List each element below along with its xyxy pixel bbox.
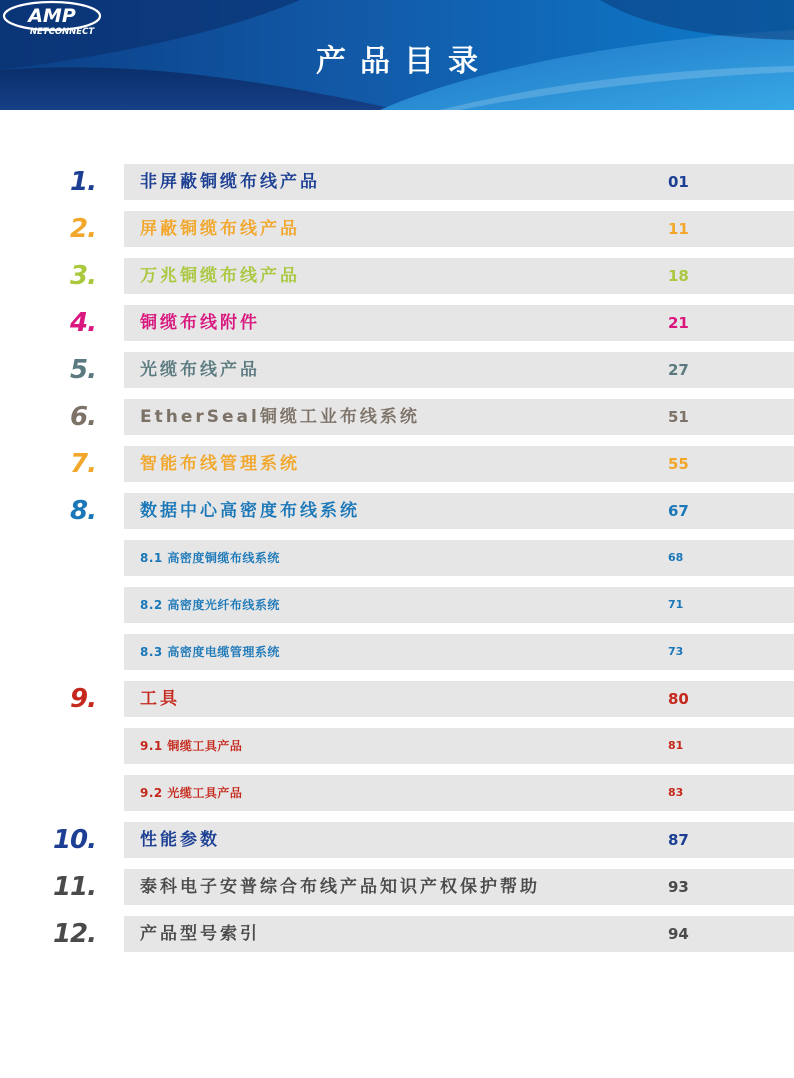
toc-entry-page-number: 80: [668, 690, 689, 708]
toc-entry-number: 4.: [70, 308, 96, 338]
toc-entry-page-number: 21: [668, 314, 689, 332]
toc-entry-page-number: 01: [668, 173, 689, 191]
toc-entry-bar[interactable]: [124, 634, 794, 670]
toc-entry-number: 3.: [70, 261, 96, 291]
toc-entry-number: 7.: [70, 449, 96, 479]
toc-entry-page-number: 55: [668, 455, 689, 473]
toc-entry-bar[interactable]: [124, 916, 794, 952]
toc-entry-bar[interactable]: [124, 681, 794, 717]
toc-entry-page-number: 27: [668, 361, 689, 379]
toc-entry-title: 光缆布线产品: [140, 360, 260, 380]
toc-entry-page-number: 67: [668, 502, 689, 520]
toc-entry-page-number: 18: [668, 267, 689, 285]
toc-entry-bar[interactable]: [124, 164, 794, 200]
toc-entry-title: 8.3 高密度电缆管理系统: [140, 645, 280, 659]
toc-entry-bar[interactable]: [124, 305, 794, 341]
logo-main-text: AMP: [28, 5, 76, 27]
toc-entry-title: 屏蔽铜缆布线产品: [140, 219, 300, 239]
toc-entry-title: 非屏蔽铜缆布线产品: [140, 172, 320, 192]
toc-entry-page-number: 51: [668, 408, 689, 426]
amp-netconnect-logo: [0, 0, 110, 40]
toc-entry-page-number: 71: [668, 598, 684, 611]
toc-entry-bar[interactable]: [124, 728, 794, 764]
toc-entry-number: 2.: [70, 214, 96, 244]
toc-entry-bar[interactable]: [124, 211, 794, 247]
toc-entry-number: 10.: [52, 825, 96, 855]
toc-entry-bar[interactable]: [124, 869, 794, 905]
header-banner: [0, 0, 794, 110]
toc-entry-title: 9.1 铜缆工具产品: [140, 739, 243, 753]
toc-entry-number: 1.: [70, 167, 96, 197]
toc-entry-bar[interactable]: [124, 822, 794, 858]
toc-entry-title: 8.2 高密度光纤布线系统: [140, 598, 280, 612]
toc-entry-number: 12.: [52, 919, 96, 949]
toc-entry-page-number: 83: [668, 786, 684, 799]
toc-entry-title: 9.2 光缆工具产品: [140, 786, 243, 800]
toc-entry-title: 万兆铜缆布线产品: [140, 266, 300, 286]
toc-entry-bar[interactable]: [124, 446, 794, 482]
toc-entry-number: 5.: [70, 355, 96, 385]
toc-entry-page-number: 87: [668, 831, 689, 849]
logo-sub-text: NETCONNECT: [29, 27, 95, 37]
toc-entry-bar[interactable]: [124, 399, 794, 435]
toc-entry-page-number: 11: [668, 220, 689, 238]
toc-entry-title: 产品型号索引: [140, 924, 260, 944]
toc-entry-number: 8.: [70, 496, 96, 526]
toc-entry-number: 9.: [70, 684, 96, 714]
toc-entry-title: 性能参数: [140, 830, 220, 850]
toc-entry-number: 11.: [52, 872, 96, 902]
toc-entry-title: 铜缆布线附件: [140, 313, 260, 333]
toc-entry-page-number: 93: [668, 878, 689, 896]
toc-entry-title: 数据中心高密度布线系统: [140, 501, 360, 521]
toc-entry-page-number: 73: [668, 645, 684, 658]
toc-entry-title: EtherSeal铜缆工业布线系统: [140, 407, 420, 427]
page-title: 产品目录: [316, 44, 492, 79]
toc-entry-bar[interactable]: [124, 775, 794, 811]
toc-entry-page-number: 94: [668, 925, 689, 943]
toc-entry-bar[interactable]: [124, 587, 794, 623]
toc-entry-title: 泰科电子安普综合布线产品知识产权保护帮助: [140, 877, 540, 897]
toc-entry-bar[interactable]: [124, 352, 794, 388]
toc-entry-title: 8.1 高密度铜缆布线系统: [140, 551, 280, 565]
toc-entry-title: 智能布线管理系统: [140, 454, 300, 474]
toc-entry-title: 工具: [140, 689, 180, 709]
toc-entry-bar[interactable]: [124, 258, 794, 294]
toc-entry-number: 6.: [70, 402, 96, 432]
toc-entry-bar[interactable]: [124, 493, 794, 529]
toc-entry-page-number: 81: [668, 739, 684, 752]
toc-entry-bar[interactable]: [124, 540, 794, 576]
toc-entry-page-number: 68: [668, 551, 684, 564]
